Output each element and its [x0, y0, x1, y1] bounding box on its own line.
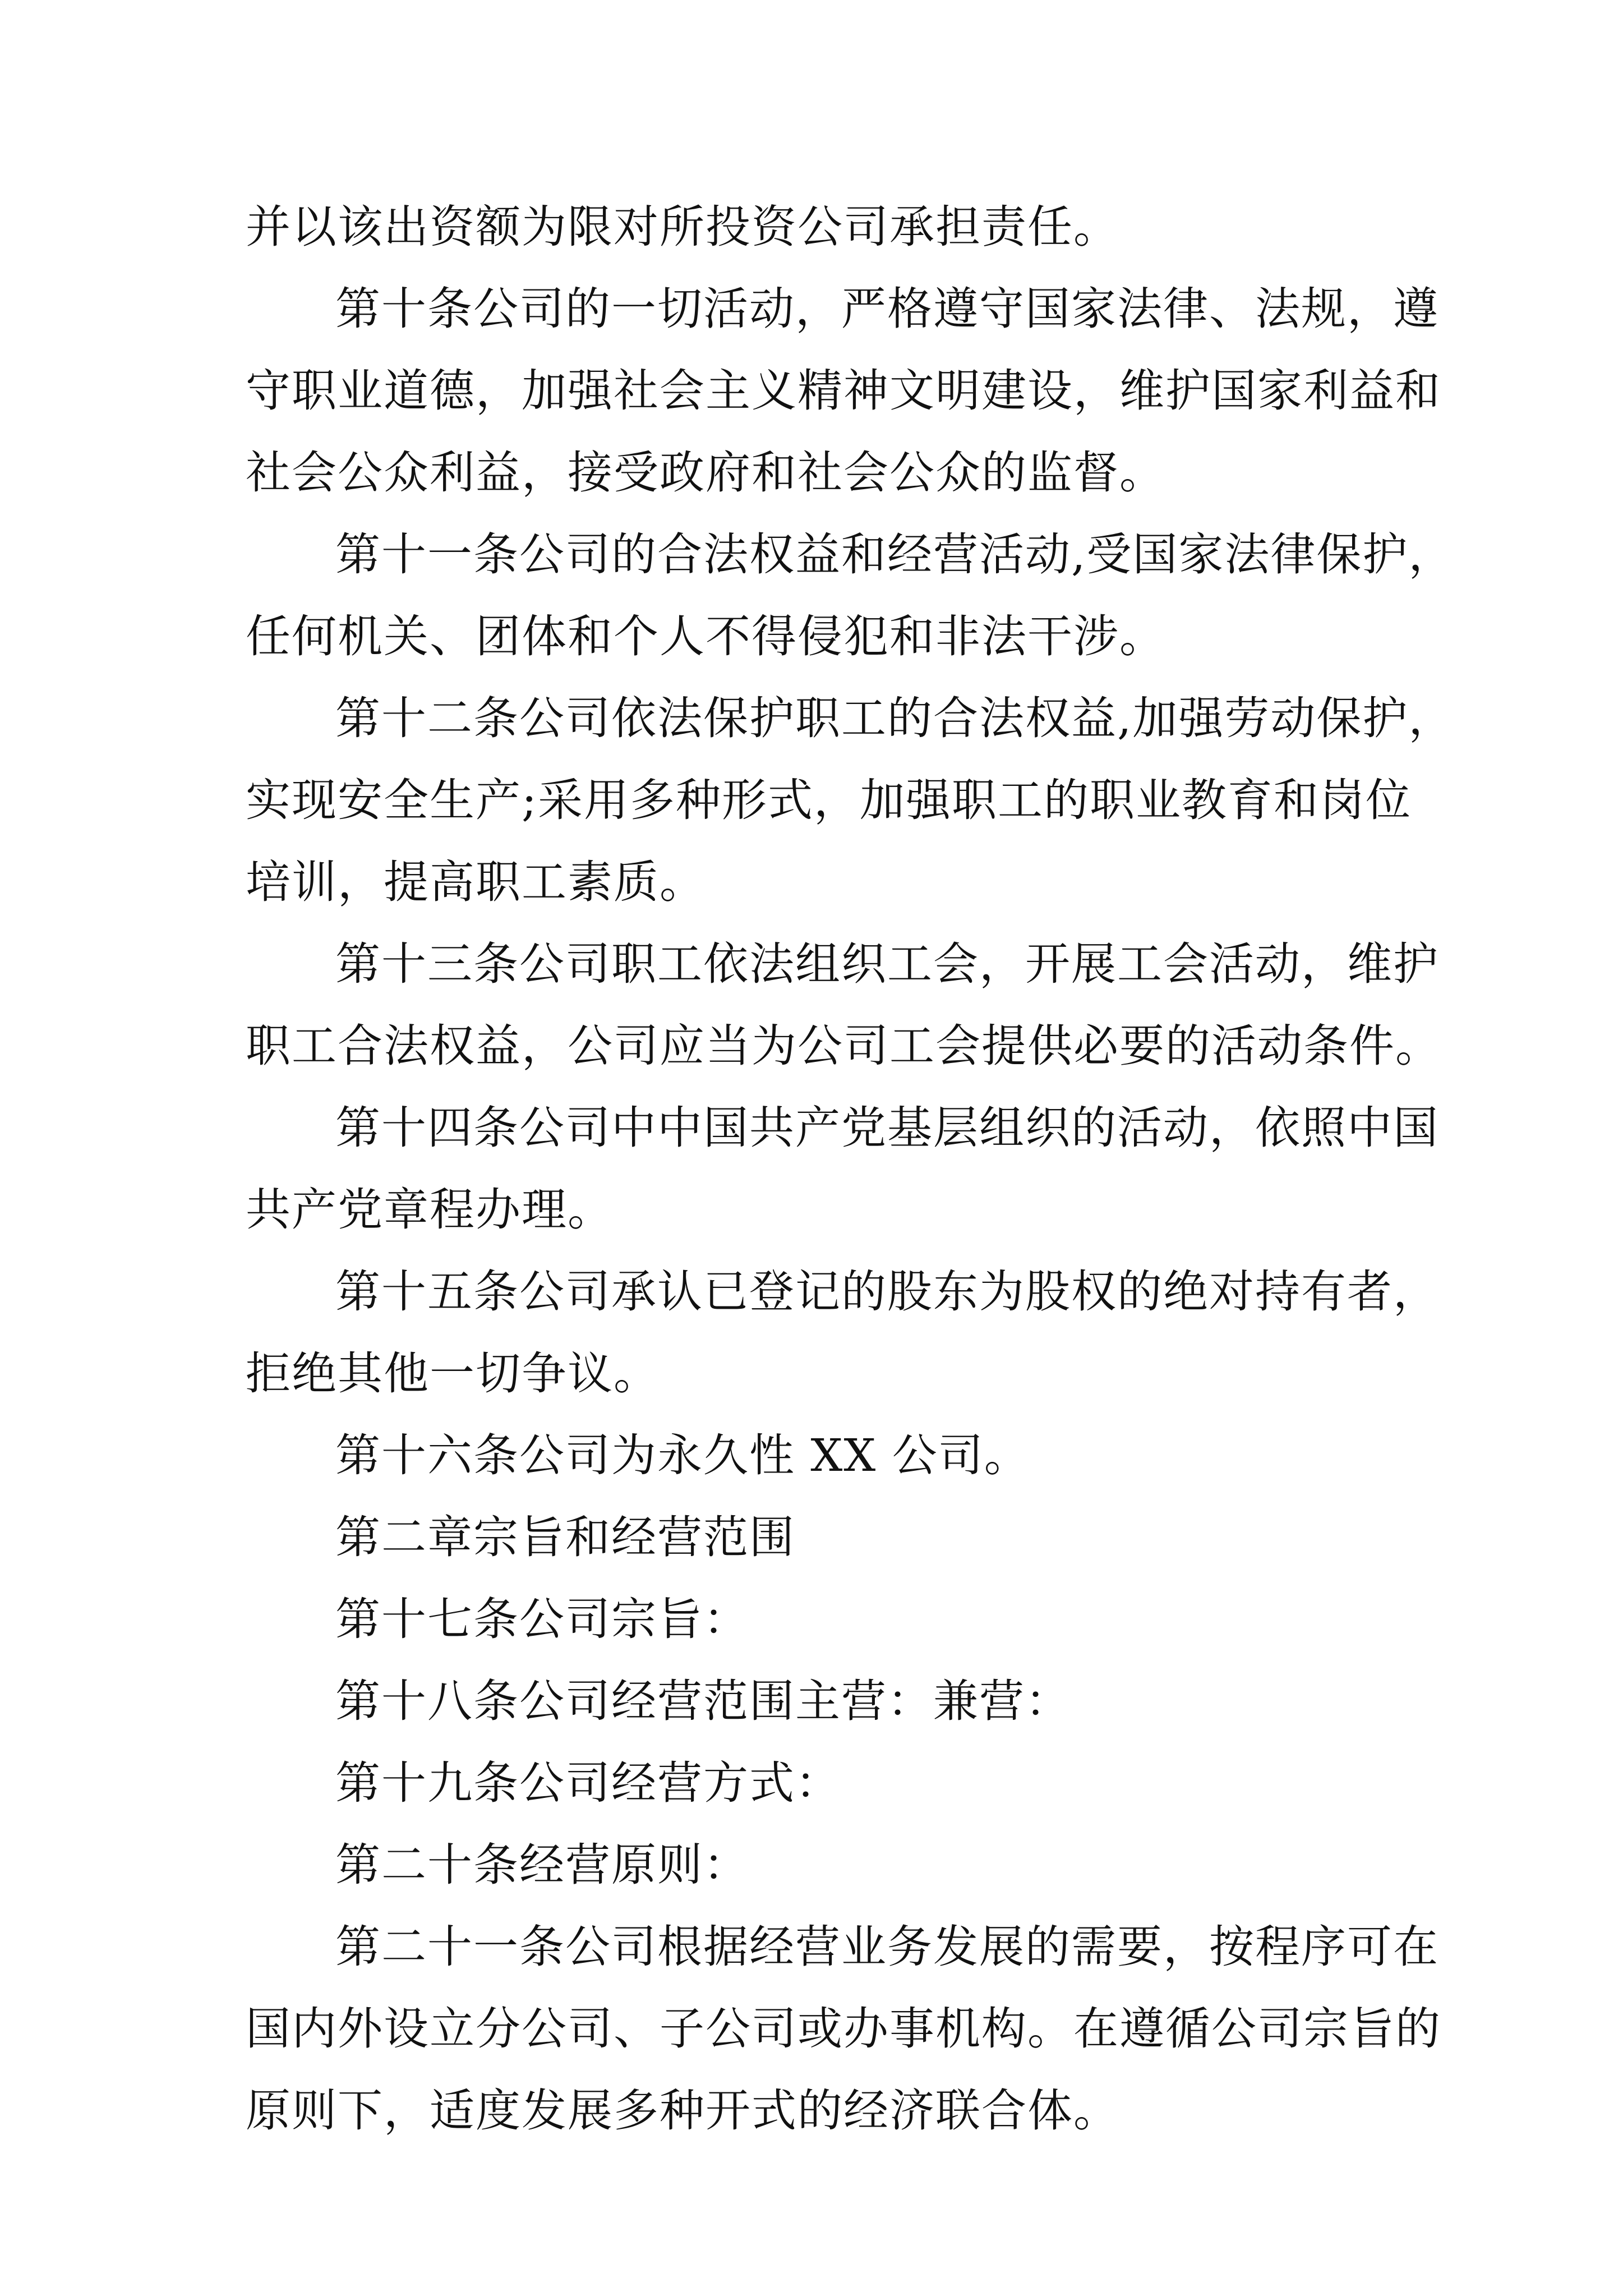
text-line: 社会公众利益，接受政府和社会公众的监督。: [246, 447, 1165, 499]
text-line: 第十条公司的一切活动，严格遵守国家法律、法规，遵: [335, 283, 1439, 335]
text-line: 守职业道德，加强社会主义精神文明建设，维护国家利益和: [246, 365, 1441, 417]
text-line: 原则下，适度发展多种开式的经济联合体。: [246, 2085, 1119, 2137]
text-line: 第十七条公司宗旨：: [335, 1593, 749, 1645]
text-line: 第十二条公司依法保护职工的合法权益,加强劳动保护，: [335, 692, 1455, 744]
text-line: 职工合法权益，公司应当为公司工会提供必要的活动条件。: [246, 1020, 1441, 1072]
text-line: 第十九条公司经营方式：: [335, 1757, 841, 1809]
text-line: 第十五条公司承认已登记的股东为股权的绝对持有者，: [335, 1266, 1439, 1318]
text-line: 第十三条公司职工依法组织工会，开展工会活动，维护: [335, 938, 1439, 990]
text-line: 任何机关、团体和个人不得侵犯和非法干涉。: [246, 610, 1165, 662]
text-line: 第十四条公司中中国共产党基层组织的活动，依照中国: [335, 1102, 1439, 1154]
text-line: 国内外设立分公司、子公司或办事机构。在遵循公司宗旨的: [246, 2003, 1441, 2055]
text-line: 实现安全生产;采用多种形式，加强职工的职业教育和岗位: [246, 774, 1412, 826]
text-line: 培训，提高职工素质。: [246, 856, 706, 908]
text-line: 并以该出资额为限对所投资公司承担责任。: [246, 201, 1119, 253]
text-line: 第二十条经营原则：: [335, 1839, 749, 1891]
text-line: 第十一条公司的合法权益和经营活动,受国家法律保护，: [335, 528, 1455, 581]
text-line: 共产党章程办理。: [246, 1184, 614, 1236]
chapter-heading: 第二章宗旨和经营范围: [335, 1511, 795, 1563]
text-line: 第十八条公司经营范围主营：兼营：: [335, 1675, 1071, 1727]
text-line: 第十六条公司为永久性 XX 公司。: [335, 1429, 1030, 1481]
text-line: 第二十一条公司根据经营业务发展的需要，按程序可在: [335, 1921, 1439, 1973]
text-line: 拒绝其他一切争议。: [246, 1347, 660, 1400]
